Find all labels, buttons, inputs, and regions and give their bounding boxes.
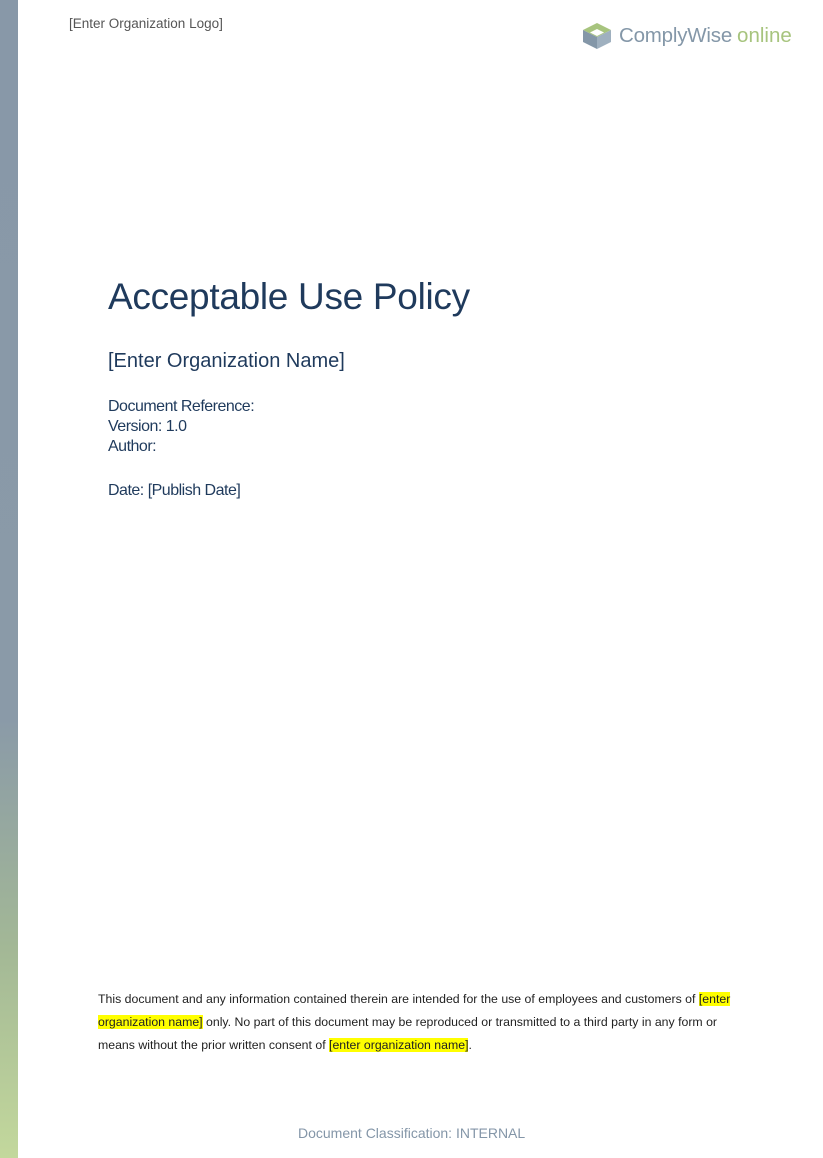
organization-logo-placeholder: [Enter Organization Logo]	[69, 16, 223, 31]
brand-name: ComplyWise	[619, 24, 733, 47]
organization-name-placeholder: [enter organization name]	[98, 992, 731, 1029]
document-reference: Document Reference:	[108, 398, 255, 415]
publish-date: Date: [Publish Date]	[108, 482, 241, 499]
document-classification: Document Classification: INTERNAL	[298, 1125, 526, 1141]
legal-notice	[98, 988, 738, 1057]
organization-name-placeholder: [enter organization name]	[329, 1038, 469, 1052]
document-title: Acceptable Use Policy	[108, 276, 470, 317]
legal-text-part1: This document and any information contained therein are intended for the use of employees and customers of	[98, 992, 699, 1006]
legal-text-part3: .	[468, 1038, 472, 1052]
side-accent-bar	[0, 0, 18, 1158]
complywise-logo-icon	[581, 21, 613, 51]
document-version: Version: 1.0	[108, 418, 187, 435]
brand-logo	[581, 20, 792, 52]
brand-accent: online	[737, 24, 792, 47]
document-metadata	[108, 397, 254, 457]
organization-name: [Enter Organization Name]	[108, 350, 345, 372]
legal-text-part2: only. No part of this document may be reproduced or transmitted to a third party in any form or means without the prior written consent of	[98, 1015, 718, 1052]
document-author: Author:	[108, 438, 157, 455]
